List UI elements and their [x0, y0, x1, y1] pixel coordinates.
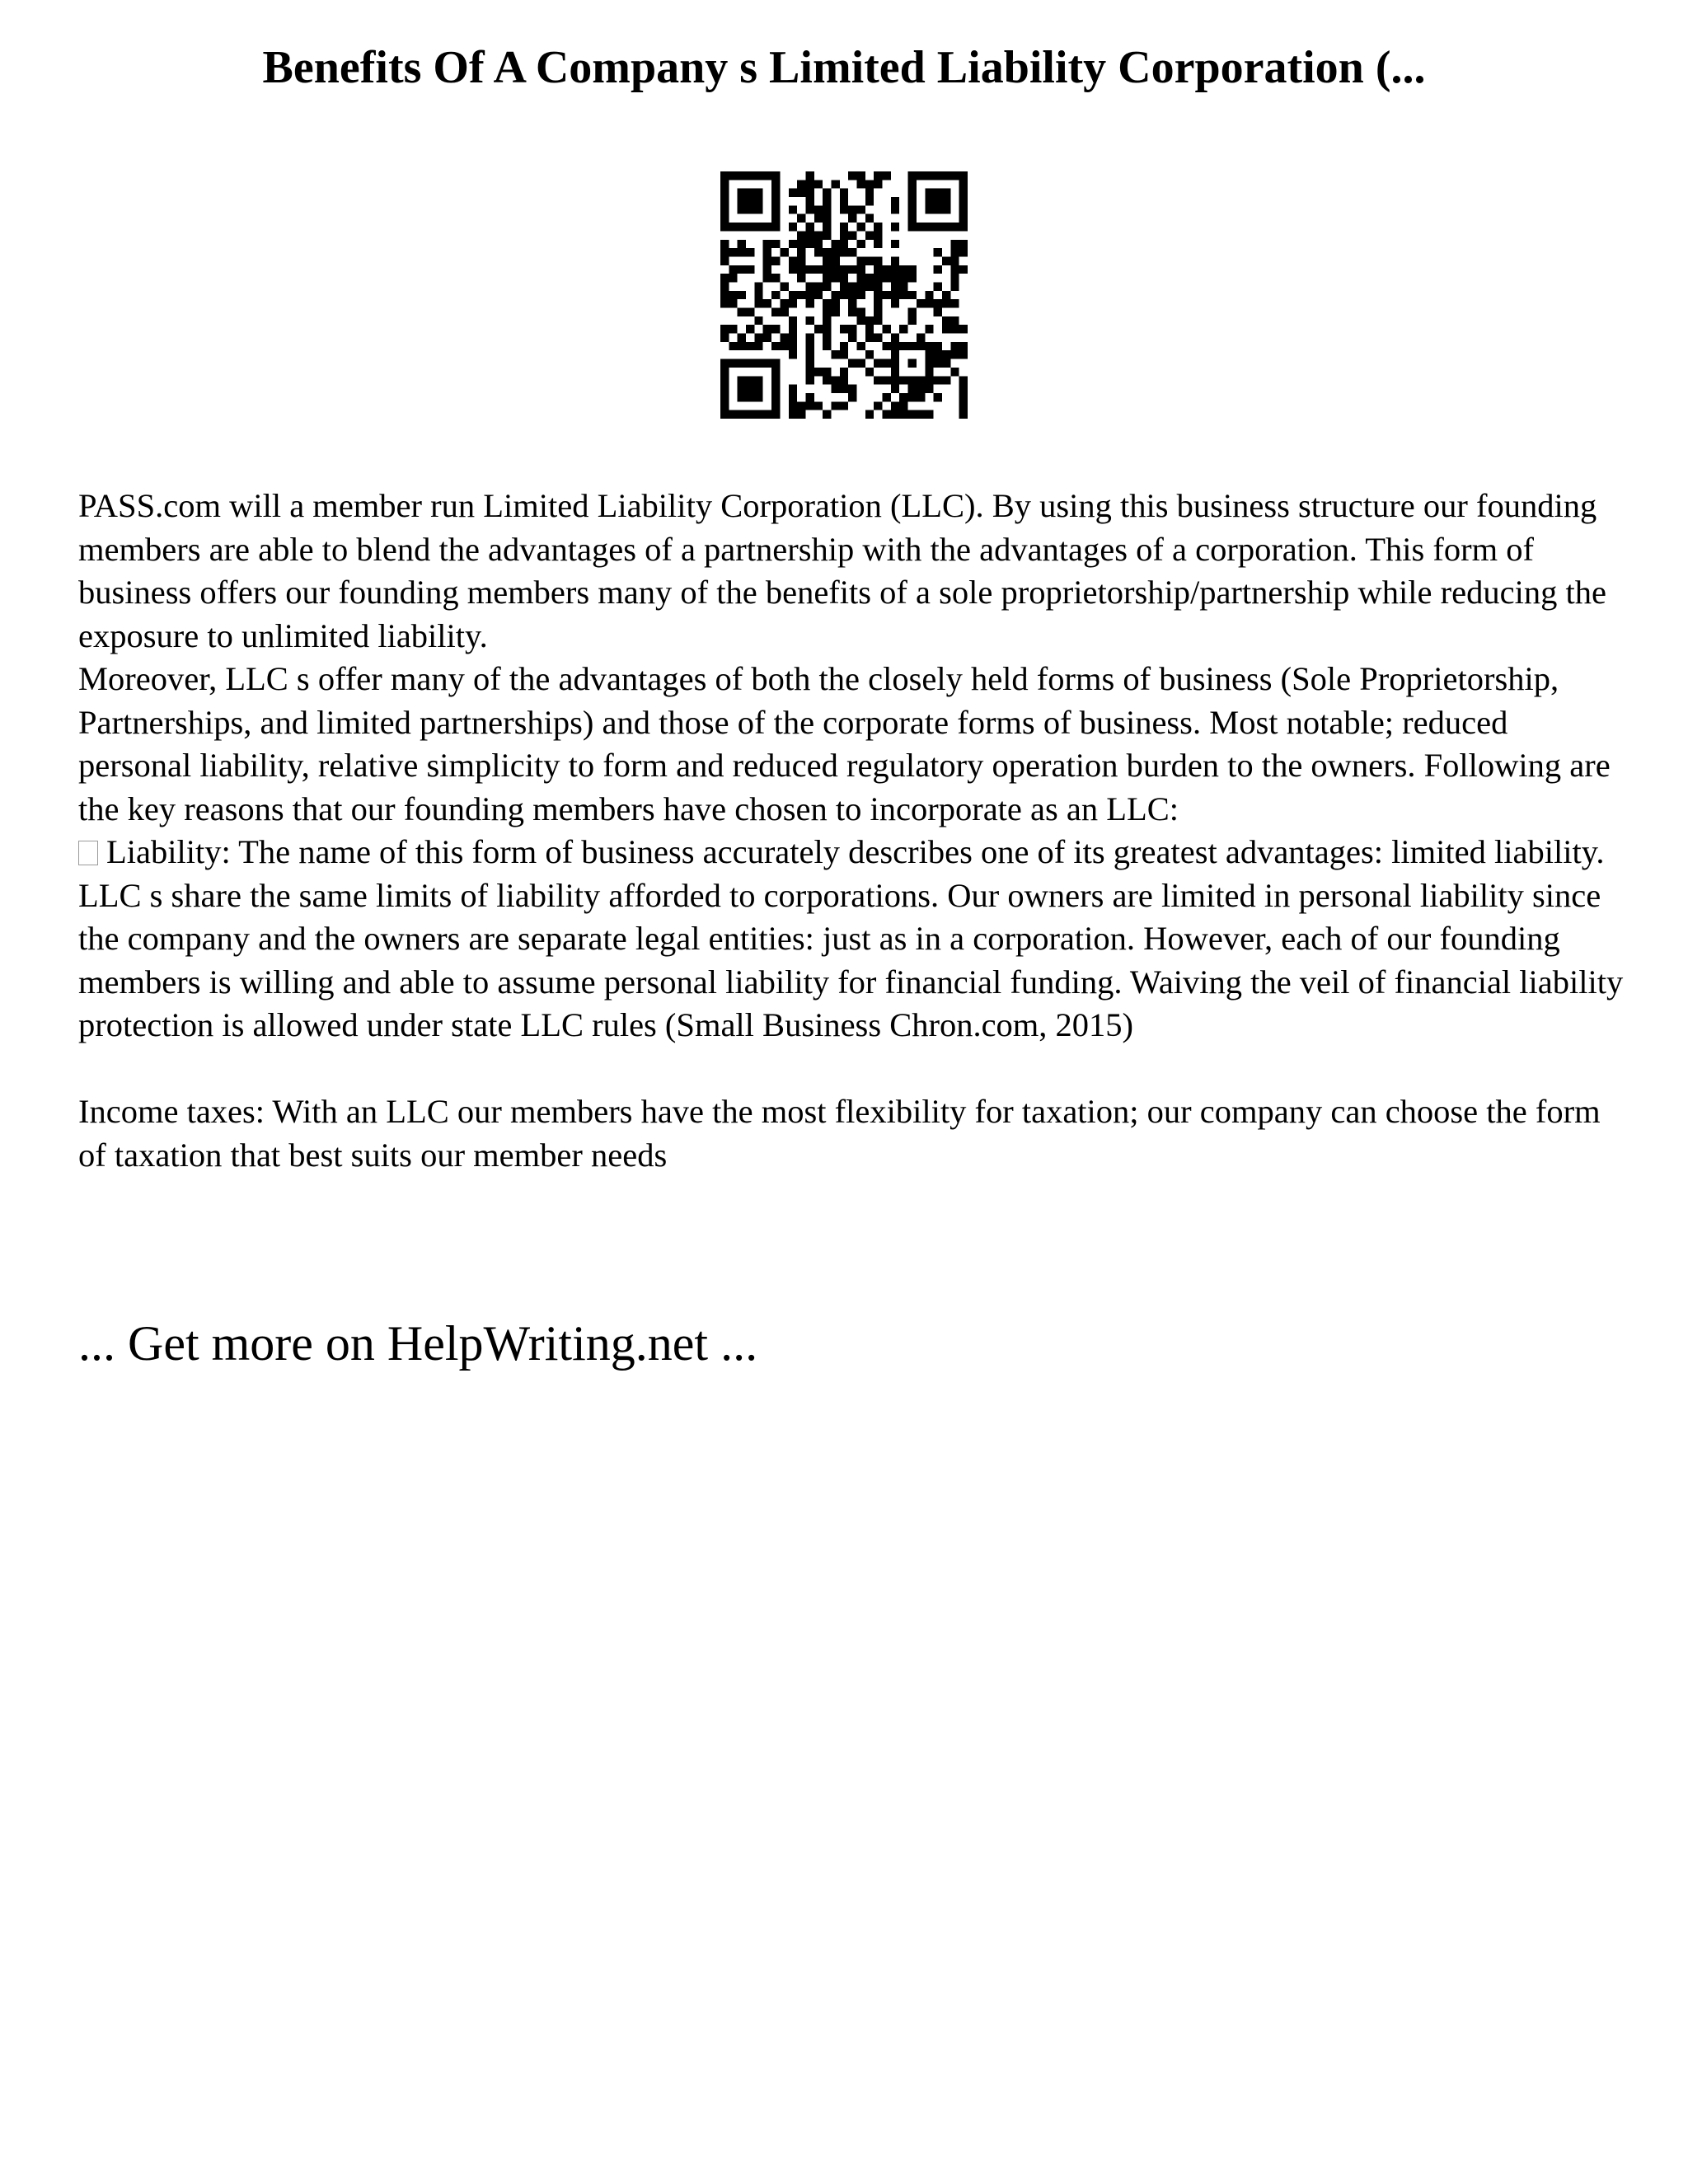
bullet-liability — [78, 831, 1628, 1047]
get-more-link[interactable]: ... Get more on HelpWriting.net ... — [78, 1316, 758, 1371]
paragraph-llc-advantages: Moreover, LLC s offer many of the advantages of both the closely held forms of business (Sole Proprietorship, Partnerships, and limited partnerships) and those of the corporate forms of business. Most notable; reduced personal liability, relative simplicity to form and reduced regulatory operation burden to the owners. Following are the key reasons that our founding members have chosen to incorporate as an LLC: — [78, 660, 1611, 827]
paragraph-llc-intro: PASS.com will a member run Limited Liability Corporation (LLC). By using this business structure our founding members are able to blend the advantages of a partnership with the advantages of a corporation. This form of business offers our founding members many of the benefits of a sole proprietorship/partnership while reducing the exposure to unlimited liability. — [78, 487, 1606, 654]
paragraph-gap — [78, 1047, 1628, 1091]
qr-code-icon[interactable] — [720, 171, 968, 419]
missing-glyph-box-icon — [78, 841, 98, 865]
page-title: Benefits Of A Company s Limited Liability Corporation (... — [262, 42, 1426, 93]
paragraph-income-taxes: Income taxes: With an LLC our members have the most flexibility for taxation; our company can choose the form of taxation that best suits our member needs — [78, 1093, 1601, 1174]
bullet-liability-text: Liability: The name of this form of business accurately describes one of its greatest advantages: limited liability. LLC s share the same limits of liability afforded to corporations. Our owners are limited in personal liability since the company and the owners are separate legal entities: just as in a corporation. However, each of our founding members is willing and able to assume personal liability for financial funding. Waiving the veil of financial liability protection is allowed under state LLC rules (Small Business Chron.com, 2015) — [78, 833, 1624, 1043]
document-body — [78, 485, 1628, 1177]
